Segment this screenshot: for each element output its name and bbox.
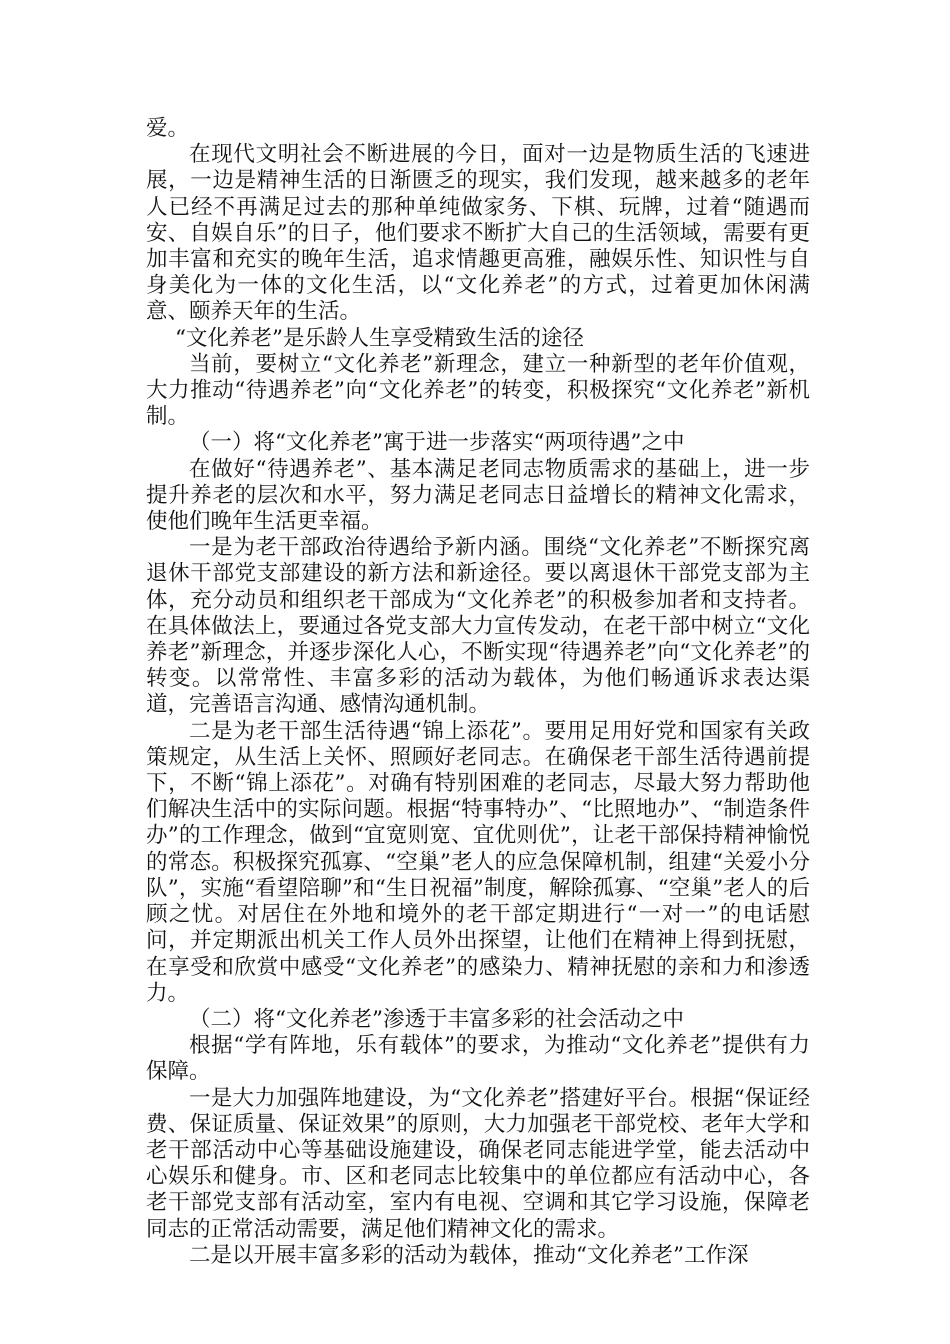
paragraph-facilities: 一是大力加强阵地建设，为“文化养老”搭建好平台。根据“保证经费、保证质量、保证效果”的原则，大力加强老干部党校、老年大学和老干部活动中心等基础设施建设，确保老同志能进学堂，能去活动中心娱乐和健身。市、区和老同志比较集中的单位都应有活动中心，各老干部党支部有活动室，室内有电视、空调和其它学习设施，保障老同志的正常活动需要，满足他们精神文化的需求。	[146, 1085, 810, 1242]
paragraph-foundation: 在做好“待遇养老”、基本满足老同志物质需求的基础上，进一步提升养老的层次和水平，努力满足老同志日益增长的精神文化需求，使他们晚年生活更幸福。	[146, 456, 810, 535]
document-page	[146, 116, 810, 1269]
paragraph-current: 当前，要树立“文化养老”新理念，建立一种新型的老年价值观，大力推动“待遇养老”向“文化养老”的转变，积极探究“文化养老”新机制。	[146, 351, 810, 430]
paragraph-requirement: 根据“学有阵地，乐有载体”的要求，为推动“文化养老”提供有力保障。	[146, 1033, 810, 1085]
paragraph-continuation: 爱。	[146, 116, 190, 141]
section-heading: “文化养老”是乐龄人生享受精致生活的途径	[175, 325, 585, 351]
subsection-heading-two: （二）将“文化养老”渗透于丰富多彩的社会活动之中	[189, 1006, 684, 1032]
subsection-heading-one: （一）将“文化养老”寓于进一步落实“两项待遇”之中	[189, 430, 685, 456]
paragraph-political-treatment: 一是为老干部政治待遇给予新内涵。围绕“文化养老”不断探究离退休干部党支部建设的新方法和新途径。要以离退休干部党支部为主体，充分动员和组织老干部成为“文化养老”的积极参加者和支持者。在具体做法上，要通过各党支部大力宣传发动，在老干部中树立“文化养老”新理念，并逐步深化人心，不断实现“待遇养老”向“文化养老”的转变。以常常性、丰富多彩的活动为载体，为他们畅通诉求表达渠道，完善语言沟通、感情沟通机制。	[146, 535, 810, 718]
paragraph-living-treatment: 二是为老干部生活待遇“锦上添花”。要用足用好党和国家有关政策规定，从生活上关怀、照顾好老同志。在确保老干部生活待遇前提下，不断“锦上添花”。对确有特别困难的老同志，尽最大努力帮助他们解决生活中的实际问题。根据“特事特办”、“比照地办”、“制造条件办”的工作理念，做到“宜宽则宽、宜优则优”，让老干部保持精神愉悦的常态。积极探究孤寡、“空巢”老人的应急保障机制，组建“关爱小分队”，实施“看望陪聊”和“生日祝福”制度，解除孤寡、“空巢”老人的后顾之忧。对居住在外地和境外的老干部定期进行“一对一”的电话慰问，并定期派出机关工作人员外出探望，让他们在精神上得到抚慰，在享受和欣赏中感受“文化养老”的感染力、精神抚慰的亲和力和渗透力。	[146, 718, 810, 1006]
paragraph-activities: 二是以开展丰富多彩的活动为载体，推动“文化养老”工作深	[189, 1242, 749, 1268]
paragraph-intro: 在现代文明社会不断进展的今日，面对一边是物质生活的飞速进展，一边是精神生活的日渐匮乏的现实，我们发现，越来越多的老年人已经不再满足过去的那种单纯做家务、下棋、玩牌，过着“随遇而安、自娱自乐”的日子，他们要求不断扩大自己的生活领域，需要有更加丰富和充实的晚年生活，追求情趣更高雅，融娱乐性、知识性与自身美化为一体的文化生活，以“文化养老”的方式，过着更加休闲满意、颐养天年的生活。	[146, 142, 810, 325]
